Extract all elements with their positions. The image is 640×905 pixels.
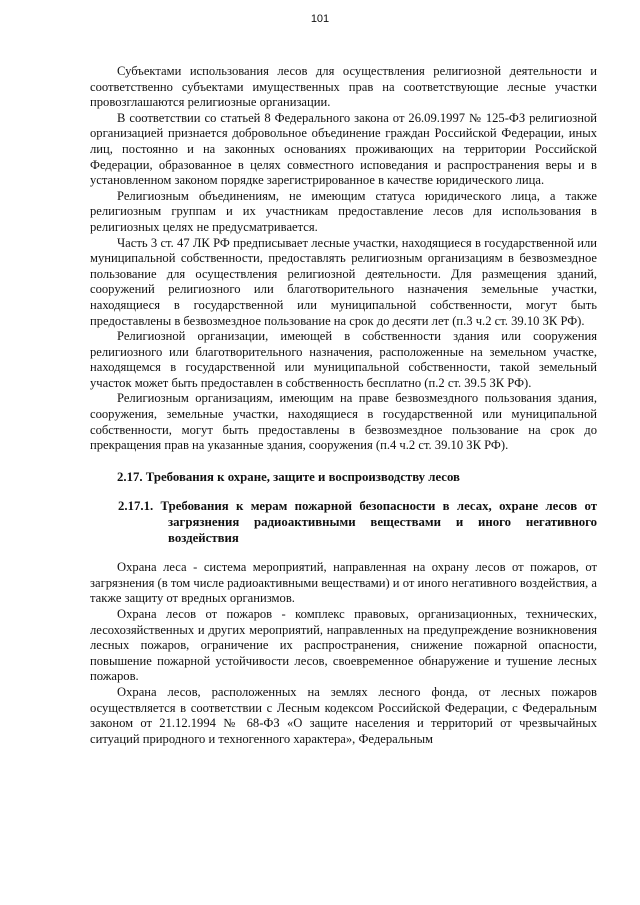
paragraph: Субъектами использования лесов для осуществления религиозной деятельности и соответственно субъектами имущественных прав на соответствующие лесные участки провозглашаются религиозные организации. — [90, 64, 597, 110]
paragraph: Религиозным объединениям, не имеющим статуса юридического лица, а также религиозным группам и их участникам предоставление лесов для использования в религиозных целях не предусматривается. — [90, 188, 597, 234]
paragraph: Часть 3 ст. 47 ЛК РФ предписывает лесные участки, находящиеся в государственной или муниципальной собственности, предоставлять религиозным организациям в безвозмездное пользование для осуществления религиозной деятельности. Для размещения зданий, сооружений религиозного или благотворительного назначения земельные участки, находящиеся в государственной или муниципальной собственности, могут быть предоставлены в безвозмездное пользование на срок до десяти лет (п.3 ч.2 ст. 39.10 ЗК РФ). — [90, 235, 597, 328]
subsection-heading: 2.17.1. Требования к мерам пожарной безопасности в лесах, охране лесов от загрязнения радиоактивными веществами и иного негативного воздействия — [118, 499, 597, 545]
paragraph: Охрана леса - система мероприятий, направленная на охрану лесов от пожаров, от загрязнения (в том числе радиоактивными веществами) и от иного негативного воздействия, а также защиту от вредных организмов. — [90, 560, 597, 606]
document-body — [90, 64, 597, 747]
section-heading: 2.17. Требования к охране, защите и воспроизводству лесов — [117, 469, 460, 484]
paragraph: Религиозным организациям, имеющим на праве безвозмездного пользования здания, сооружения, земельные участки, находящиеся в государственной или муниципальной собственности, могут быть предоставлены в безвозмездное пользование на срок до прекращения прав на указанные здания, сооружения (п.4 ч.2 ст. 39.10 ЗК РФ). — [90, 391, 597, 453]
paragraph: Охрана лесов от пожаров - комплекс правовых, организационных, технических, лесохозяйственных и других мероприятий, направленных на предупреждение возникновения лесных пожаров, ограничение их распространения, снижение пожарной опасности, повышение пожарной устойчивости лесов, своевременное обнаружение и тушение лесных пожаров. — [90, 607, 597, 684]
paragraph: Религиозной организации, имеющей в собственности здания или сооружения религиозного или благотворительного назначения, расположенные на земельном участке, находящемся в государственной или муниципальной собственности, такой земельный участок может быть предоставлен в собственность бесплатно (п.2 ст. 39.5 ЗК РФ). — [90, 329, 597, 390]
paragraph: В соответствии со статьей 8 Федерального закона от 26.09.1997 № 125-ФЗ религиозной организацией признается добровольное объединение граждан Российской Федерации, иных лиц, постоянно и на законных основаниях проживающих на территории Российской Федерации, образованное в целях совместного исповедания и распространения веры и в установленном законом порядке зарегистрированное в качестве юридического лица. — [90, 110, 597, 188]
page-number: 101 — [310, 13, 330, 25]
paragraph: Охрана лесов, расположенных на землях лесного фонда, от лесных пожаров осуществляется в соответствии с Лесным кодексом Российской Федерации, с Федеральным законом от 21.12.1994 № 68-ФЗ «О защите населения и территорий от чрезвычайных ситуаций природного и техногенного характера», Федеральным — [90, 684, 597, 746]
